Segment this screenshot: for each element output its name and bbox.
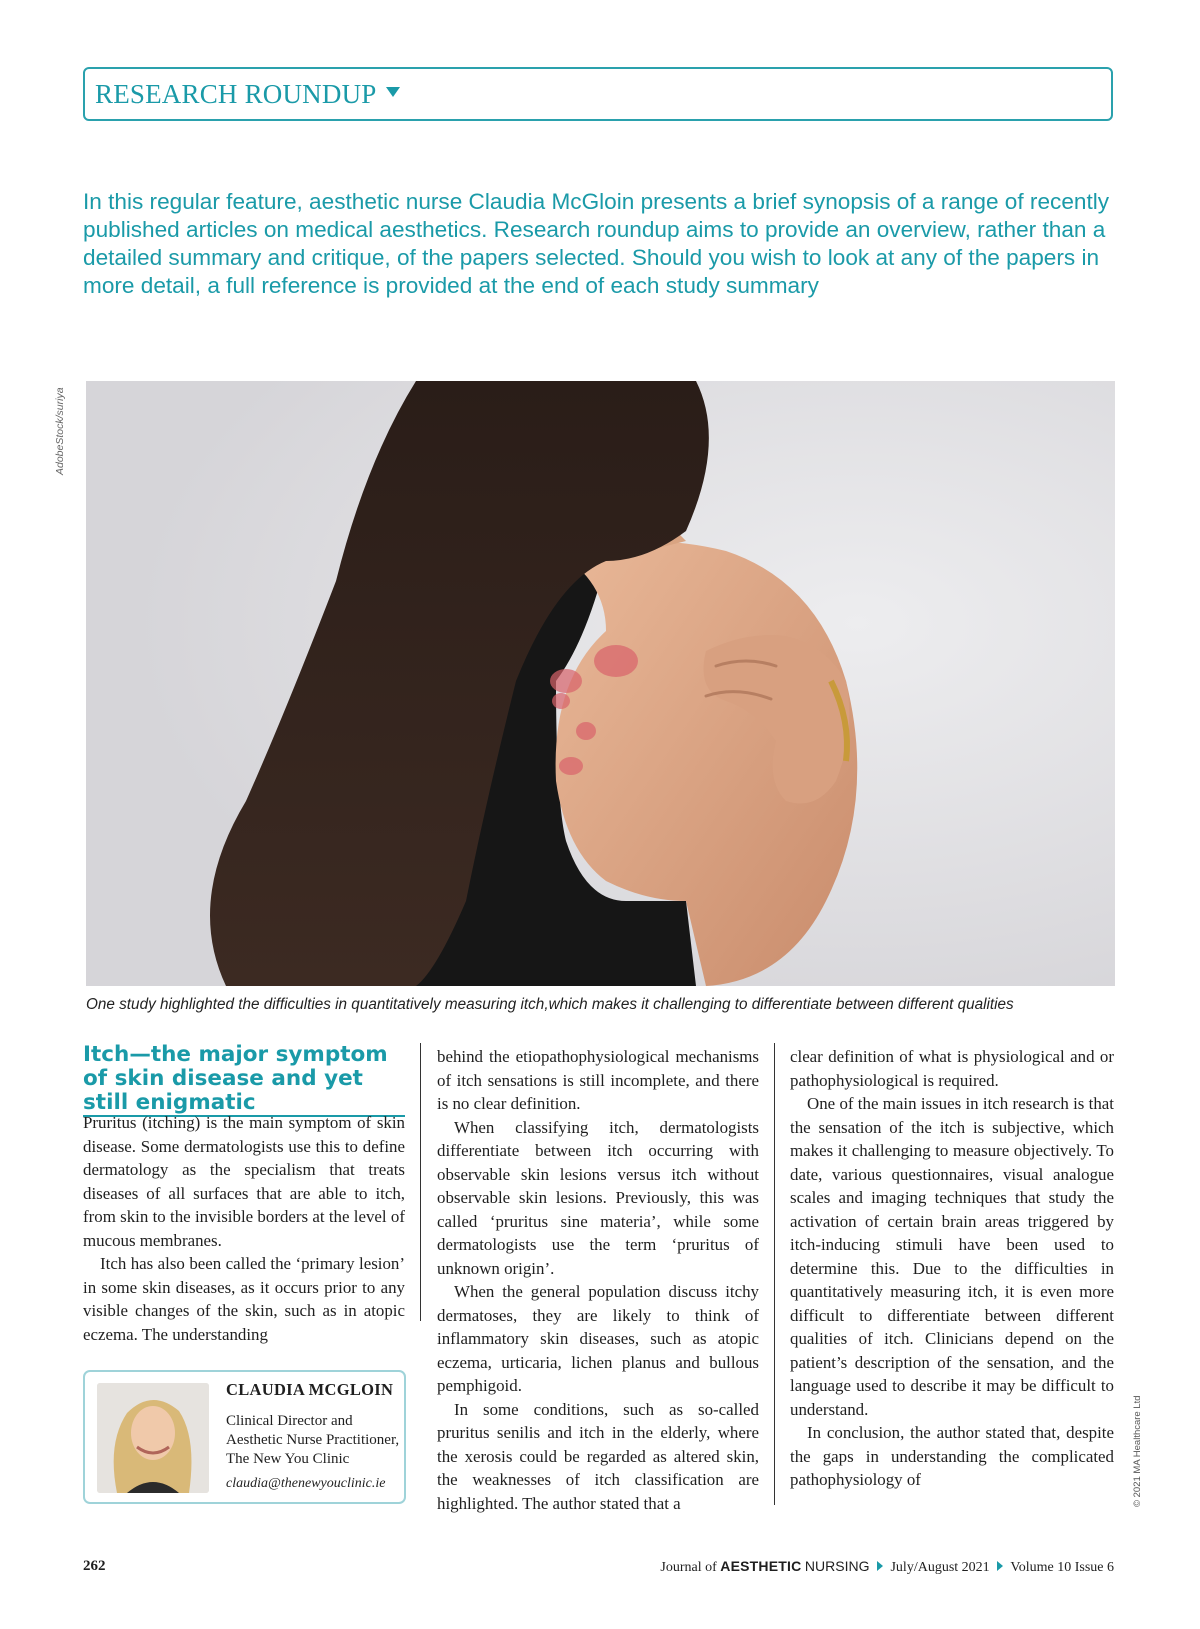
column-divider [420,1043,421,1321]
paragraph: behind the etiopathophysiological mechanisms of itch sensations is still incomplete, and there is no clear definition. [437,1047,759,1113]
column-2 [437,1045,759,1515]
section-header [83,67,1113,121]
paragraph: Itch has also been called the ‘primary lesion’ in some skin diseases, as it occurs prior to any visible changes of the skin, such as in atopic eczema. The understanding [83,1254,405,1344]
author-name: CLAUDIA MCGLOIN [226,1380,394,1399]
article-photo [86,381,1115,986]
journal-brand: AESTHETIC [720,1558,802,1574]
paragraph: clear definition of what is physiological and or pathophysiological is required. [790,1047,1114,1090]
copyright-notice: © 2021 MA Healthcare Ltd [1132,1395,1143,1507]
column-3 [790,1045,1114,1492]
triangle-right-icon [877,1561,883,1571]
author-avatar [97,1383,209,1493]
author-box [83,1370,406,1504]
intro-text: In this regular feature, aesthetic nurse Claudia McGloin presents a brief synopsis of a range of recently published articles on medical aesthetics. Research roundup aims to provide an overview, rather than a detailed summary and critique, of the papers selected. Should you wish to look at any of the papers in more detail, a full reference is provided at the end of each study summary [83,189,1110,298]
page-number: 262 [83,1558,106,1574]
column-1 [83,1111,405,1346]
section-title: RESEARCH ROUNDUP [95,78,377,109]
paragraph: Pruritus (itching) is the main symptom of skin disease. Some dermatologists use this to define dermatology as the specialism that treats diseases of all surfaces that are able to itch, from skin to the invisible borders at the level of mucous membranes. [83,1113,405,1250]
column-divider [774,1043,775,1505]
issue-date: July/August 2021 [890,1560,990,1575]
journal-prefix: Journal of [660,1560,717,1575]
paragraph: In some conditions, such as so-called pruritus senilis and itch in the elderly, where the xerosis could be regarded as altered skin, the weaknesses of itch classification are highlighted. The author stated that a [437,1399,759,1513]
avatar-illustration [97,1383,209,1493]
paragraph: In conclusion, the author stated that, despite the gaps in understanding the complicated pathophysiology of [790,1423,1114,1489]
volume-issue: Volume 10 Issue 6 [1010,1560,1114,1575]
photo-caption: One study highlighted the difficulties in quantitatively measuring itch,which makes it challenging to differentiate between different qualities [86,996,1014,1013]
journal-suffix: NURSING [804,1558,870,1574]
journal-footer [660,1558,1114,1576]
photo-credit: AdobeStock/suriya [54,387,66,475]
triangle-down-icon [386,87,400,97]
paragraph: When classifying itch, dermatologists differentiate between itch occurring with observable skin lesions versus itch without observable skin lesions. Previously, this was called ‘pruritus sine materia’, while some dermatologists use the term ‘pruritus of unknown origin’. [437,1117,759,1278]
article-heading: Itch—the major symptom of skin disease and yet still enigmatic [83,1043,405,1117]
author-email[interactable]: claudia@thenewyouclinic.ie [226,1476,386,1491]
paragraph: When the general population discuss itchy dermatoses, they are likely to think of inflammatory skin diseases, such as atopic eczema, urticaria, lichen planus and bullous pemphigoid. [437,1282,759,1395]
triangle-right-icon [997,1561,1003,1571]
paragraph: One of the main issues in itch research is that the sensation of the itch is subjective, which makes it challenging to measure objectively. To date, various questionnaires, visual analogue scales and imaging techniques that study the activation of certain brain areas triggered by itch-inducing stimuli have been used to determine this. Due to the difficulties in quantitatively measuring itch, it is even more difficult to differentiate between different qualities of itch. Clinicians depend on the patient’s description of the sensation, and the language used to describe it may be difficult to understand. [790,1094,1114,1419]
photo-illustration [86,381,1115,986]
author-role: Clinical Director and Aesthetic Nurse Practitioner, The New You Clinic [226,1413,400,1467]
